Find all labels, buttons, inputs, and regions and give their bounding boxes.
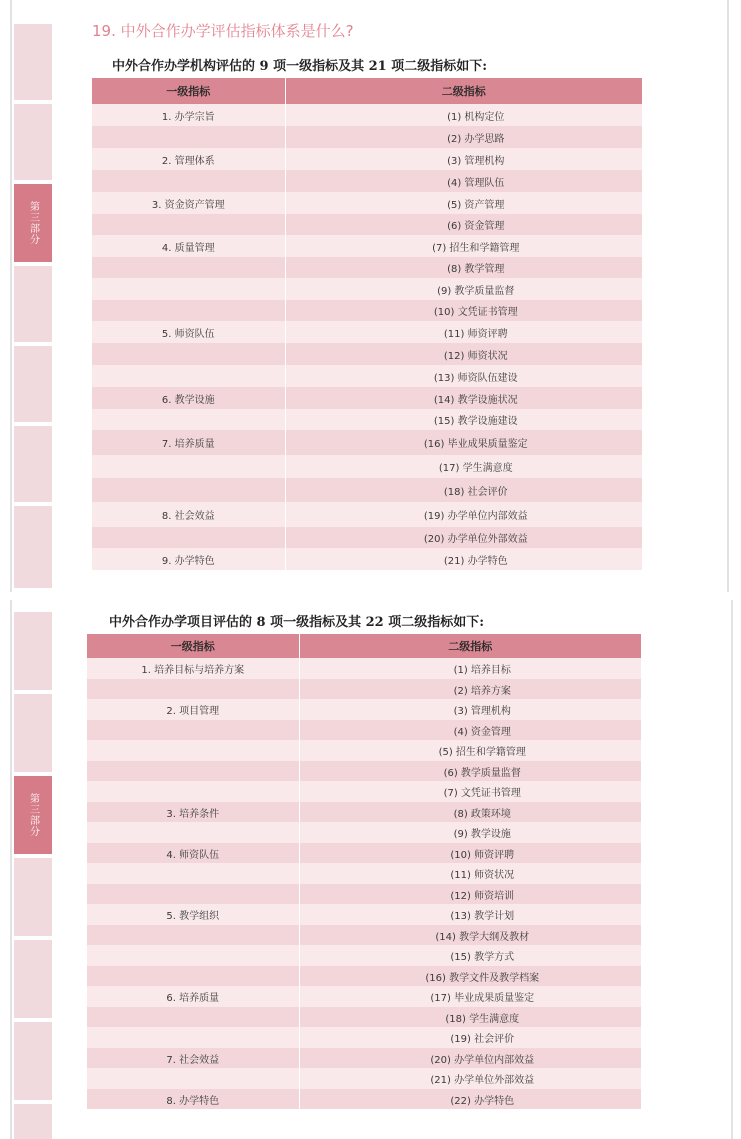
- level2-cell: (3) 管理机构: [285, 148, 642, 170]
- level1-cell: [87, 1027, 299, 1048]
- table-row: [87, 761, 641, 781]
- table-row: [87, 781, 641, 802]
- level1-cell: [92, 300, 285, 321]
- right-margin-line: [727, 0, 729, 592]
- table-row: [92, 300, 642, 321]
- level1-cell: [92, 455, 285, 478]
- level1-cell: 9. 办学特色: [92, 548, 285, 570]
- page-divider: [0, 592, 741, 600]
- level2-cell: (18) 社会评价: [285, 478, 642, 502]
- table-row: [87, 1089, 641, 1109]
- level1-cell: 1. 培养目标与培养方案: [87, 658, 299, 679]
- question-title: 19. 中外合作办学评估指标体系是什么?: [92, 22, 354, 40]
- table-header-row: [92, 78, 642, 104]
- level2-cell: (15) 教学方式: [299, 945, 641, 966]
- table-row: [87, 658, 641, 679]
- level1-cell: [87, 822, 299, 843]
- level1-cell: [87, 720, 299, 740]
- table-row: [92, 235, 642, 257]
- level2-cell: (9) 教学质量监督: [285, 278, 642, 300]
- level2-cell: (3) 管理机构: [299, 699, 641, 720]
- level1-cell: 4. 师资队伍: [87, 843, 299, 863]
- table-row: [87, 904, 641, 925]
- level1-cell: 8. 办学特色: [87, 1089, 299, 1109]
- section-tab[interactable]: [14, 694, 52, 772]
- level2-cell: (11) 师资状况: [299, 863, 641, 884]
- left-margin-line: [10, 600, 12, 1139]
- level2-cell: (12) 师资状况: [285, 343, 642, 365]
- header-level2: 二级指标: [285, 78, 642, 104]
- level2-cell: (17) 学生满意度: [285, 455, 642, 478]
- level1-cell: [92, 126, 285, 148]
- section-tab[interactable]: [14, 858, 52, 936]
- level2-cell: (2) 培养方案: [299, 679, 641, 699]
- level1-cell: [87, 740, 299, 761]
- table-row: [87, 863, 641, 884]
- level2-cell: (19) 社会评价: [299, 1027, 641, 1048]
- level1-cell: [92, 214, 285, 235]
- table-row: [92, 527, 642, 548]
- level2-cell: (5) 资产管理: [285, 192, 642, 214]
- table-row: [92, 365, 642, 387]
- level1-cell: [87, 781, 299, 802]
- table-row: [87, 884, 641, 904]
- level2-cell: (13) 师资队伍建设: [285, 365, 642, 387]
- level1-cell: 6. 培养质量: [87, 986, 299, 1007]
- table-row: [92, 278, 642, 300]
- table-row: [87, 966, 641, 986]
- level2-cell: (14) 教学大纲及教材: [299, 925, 641, 945]
- header-level2: 二级指标: [299, 634, 641, 658]
- table-header-row: [87, 634, 641, 658]
- table-row: [92, 502, 642, 527]
- table-row: [92, 126, 642, 148]
- table-row: [87, 1068, 641, 1089]
- level1-cell: 5. 师资队伍: [92, 321, 285, 343]
- table-row: [87, 720, 641, 740]
- level2-cell: (19) 办学单位内部效益: [285, 502, 642, 527]
- table-row: [92, 321, 642, 343]
- section-tab[interactable]: [14, 1022, 52, 1100]
- intro-text: 中外合作办学项目评估的 8 项一级指标及其 22 项二级指标如下:: [109, 615, 485, 630]
- level1-cell: 7. 社会效益: [87, 1048, 299, 1068]
- table-row: [92, 192, 642, 214]
- section-tab[interactable]: [14, 266, 52, 342]
- table-row: [92, 409, 642, 430]
- level2-cell: (20) 办学单位外部效益: [285, 527, 642, 548]
- level1-cell: [92, 278, 285, 300]
- level2-cell: (4) 管理队伍: [285, 170, 642, 192]
- section-tab[interactable]: [14, 426, 52, 502]
- level2-cell: (14) 教学设施状况: [285, 387, 642, 409]
- header-level1: 一级指标: [92, 78, 285, 104]
- table-row: [92, 455, 642, 478]
- table-row: [87, 945, 641, 966]
- level2-cell: (18) 学生满意度: [299, 1007, 641, 1027]
- level2-cell: (20) 办学单位内部效益: [299, 1048, 641, 1068]
- level2-cell: (12) 师资培训: [299, 884, 641, 904]
- level1-cell: 7. 培养质量: [92, 430, 285, 455]
- level1-cell: [92, 365, 285, 387]
- level2-cell: (6) 资金管理: [285, 214, 642, 235]
- level2-cell: (8) 教学管理: [285, 257, 642, 278]
- section-tab[interactable]: [14, 24, 52, 100]
- level2-cell: (16) 毕业成果质量鉴定: [285, 430, 642, 455]
- table-row: [87, 1007, 641, 1027]
- level2-cell: (7) 招生和学籍管理: [285, 235, 642, 257]
- level1-cell: 2. 管理体系: [92, 148, 285, 170]
- level1-cell: 8. 社会效益: [92, 502, 285, 527]
- indicator-table: [92, 78, 642, 570]
- table-row: [87, 802, 641, 822]
- level2-cell: (8) 政策环境: [299, 802, 641, 822]
- level1-cell: [87, 679, 299, 699]
- level2-cell: (17) 毕业成果质量鉴定: [299, 986, 641, 1007]
- level1-cell: [87, 884, 299, 904]
- table-row: [92, 214, 642, 235]
- table-row: [92, 548, 642, 570]
- level1-cell: [87, 966, 299, 986]
- level1-cell: [92, 527, 285, 548]
- section-tab[interactable]: [14, 346, 52, 422]
- table-row: [92, 104, 642, 126]
- level2-cell: (1) 培养目标: [299, 658, 641, 679]
- table-row: [92, 343, 642, 365]
- level1-cell: [92, 343, 285, 365]
- level1-cell: 3. 资金资产管理: [92, 192, 285, 214]
- level1-cell: [92, 409, 285, 430]
- document-page-2: [0, 600, 741, 1139]
- table-row: [87, 843, 641, 863]
- header-level1: 一级指标: [87, 634, 299, 658]
- level1-cell: [92, 257, 285, 278]
- table-row: [87, 1048, 641, 1068]
- table-row: [92, 387, 642, 409]
- level1-cell: [87, 761, 299, 781]
- level1-cell: 3. 培养条件: [87, 802, 299, 822]
- table-row: [87, 986, 641, 1007]
- level1-cell: 6. 教学设施: [92, 387, 285, 409]
- table-row: [87, 822, 641, 843]
- section-tab[interactable]: [14, 612, 52, 690]
- level1-cell: [87, 863, 299, 884]
- table-row: [87, 679, 641, 699]
- level2-cell: (10) 师资评聘: [299, 843, 641, 863]
- table-row: [92, 148, 642, 170]
- section-tab-label: 第三部分: [27, 201, 39, 245]
- level2-cell: (15) 教学设施建设: [285, 409, 642, 430]
- level1-cell: [87, 1068, 299, 1089]
- table-row: [92, 170, 642, 192]
- level1-cell: 5. 教学组织: [87, 904, 299, 925]
- level1-cell: [87, 925, 299, 945]
- table-row: [87, 740, 641, 761]
- level2-cell: (6) 教学质量监督: [299, 761, 641, 781]
- section-tab[interactable]: [14, 104, 52, 180]
- level2-cell: (7) 文凭证书管理: [299, 781, 641, 802]
- section-tab[interactable]: [14, 506, 52, 588]
- section-tab-label: 第三部分: [27, 793, 39, 837]
- level1-cell: [92, 170, 285, 192]
- intro-text: 中外合作办学机构评估的 9 项一级指标及其 21 项二级指标如下:: [112, 59, 488, 74]
- level1-cell: [87, 1007, 299, 1027]
- table-row: [92, 257, 642, 278]
- level2-cell: (4) 资金管理: [299, 720, 641, 740]
- table-row: [92, 430, 642, 455]
- level2-cell: (1) 机构定位: [285, 104, 642, 126]
- right-margin-line: [731, 600, 733, 1139]
- indicator-table: [87, 634, 641, 1109]
- level1-cell: [87, 945, 299, 966]
- table-row: [92, 478, 642, 502]
- level2-cell: (9) 教学设施: [299, 822, 641, 843]
- level2-cell: (5) 招生和学籍管理: [299, 740, 641, 761]
- level2-cell: (22) 办学特色: [299, 1089, 641, 1109]
- level2-cell: (13) 教学计划: [299, 904, 641, 925]
- level2-cell: (21) 办学单位外部效益: [299, 1068, 641, 1089]
- level1-cell: [92, 478, 285, 502]
- section-tab-active[interactable]: [14, 776, 52, 854]
- section-tab-active[interactable]: [14, 184, 52, 262]
- left-margin-line: [10, 0, 12, 592]
- level2-cell: (10) 文凭证书管理: [285, 300, 642, 321]
- table-row: [87, 699, 641, 720]
- section-tab[interactable]: [14, 1104, 52, 1139]
- level2-cell: (21) 办学特色: [285, 548, 642, 570]
- section-tab[interactable]: [14, 940, 52, 1018]
- level2-cell: (11) 师资评聘: [285, 321, 642, 343]
- level2-cell: (16) 教学文件及教学档案: [299, 966, 641, 986]
- level1-cell: 4. 质量管理: [92, 235, 285, 257]
- table-row: [87, 925, 641, 945]
- table-row: [87, 1027, 641, 1048]
- level1-cell: 2. 项目管理: [87, 699, 299, 720]
- level1-cell: 1. 办学宗旨: [92, 104, 285, 126]
- level2-cell: (2) 办学思路: [285, 126, 642, 148]
